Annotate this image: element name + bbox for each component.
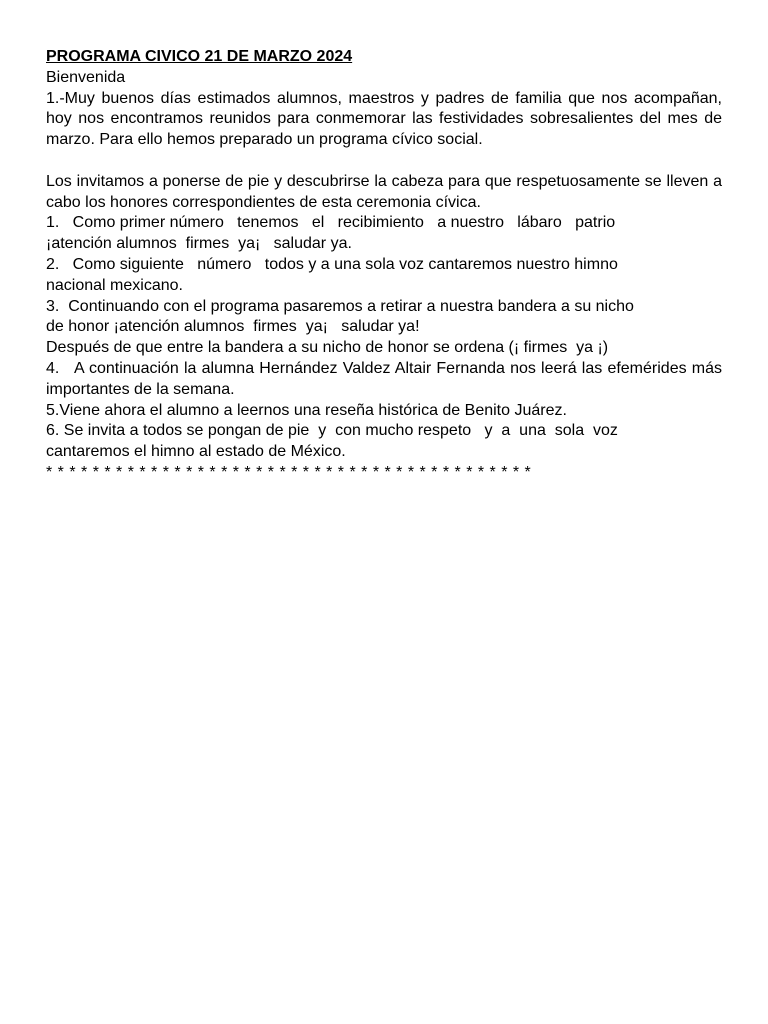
item-5-line: 5.Viene ahora el alumno a leernos una reseña histórica de Benito Juárez. <box>46 401 567 419</box>
greeting: Bienvenida <box>46 68 126 86</box>
asterisk-separator: * * * * * * * * * * * * * * * * * * * * * * * * * * * * * * * * * * * * * * * * * * <box>46 463 532 481</box>
document-page <box>46 47 727 484</box>
invitation-paragraph: Los invitamos a ponerse de pie y descubrirse la cabeza para que respetuosamente se lleven a cabo los honores correspondientes de esta ceremonia cívica. <box>46 172 727 211</box>
item-6-line-1: 6. Se invita a todos se pongan de pie y con mucho respeto y a una sola voz <box>46 422 618 440</box>
document-title: PROGRAMA CIVICO 21 DE MARZO 2024 <box>46 48 353 65</box>
item-2-line-1: 2. Como siguiente número todos y a una sola voz cantaremos nuestro himno <box>46 255 618 273</box>
item-3-line-2: de honor ¡atención alumnos firmes ya¡ saludar ya! <box>46 318 420 336</box>
item-3-line-1: 3. Continuando con el programa pasaremos a retirar a nuestra bandera a su nicho <box>46 297 634 315</box>
item-1-line-1: 1. Como primer número tenemos el recibimiento a nuestro lábaro patrio <box>46 214 616 232</box>
item-2-line-2: nacional mexicano. <box>46 276 183 294</box>
item-6-line-2: cantaremos el himno al estado de México. <box>46 443 346 461</box>
item-1-line-2: ¡atención alumnos firmes ya¡ saludar ya. <box>46 235 352 253</box>
intro-paragraph: 1.-Muy buenos días estimados alumnos, maestros y padres de familia que nos acompañan, hoy nos encontramos reunidos para conmemorar las festividades sobresalientes del mes de marzo. Para ello hemos preparado un programa cívico social. <box>46 89 727 149</box>
paragraph-spacer <box>46 151 722 172</box>
after-flag-line: Después de que entre la bandera a su nicho de honor se ordena (¡ firmes ya ¡) <box>46 339 609 357</box>
item-4-paragraph: 4. A continuación la alumna Hernández Valdez Altair Fernanda nos leerá las efemérides más importantes de la semana. <box>46 359 727 398</box>
